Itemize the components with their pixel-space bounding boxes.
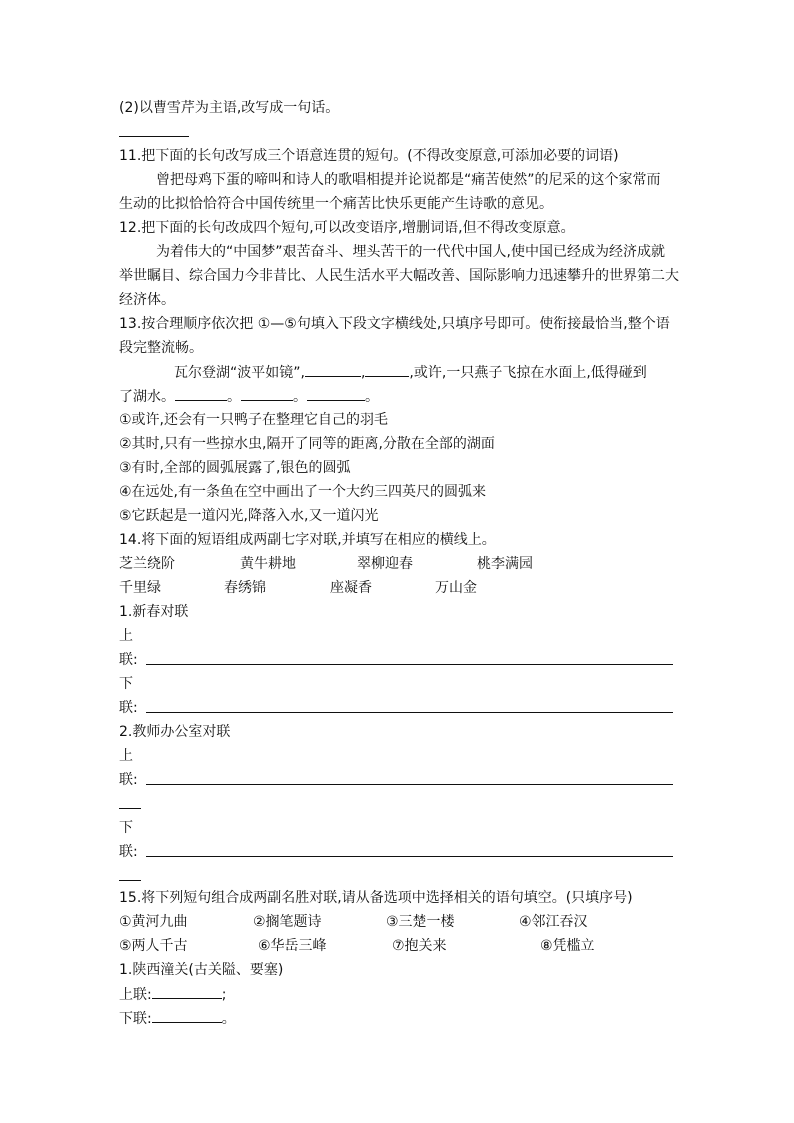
answer-line[interactable] bbox=[146, 784, 673, 785]
phrase-option: 翠柳迎春 bbox=[357, 556, 413, 572]
passage-text: 了湖水。 bbox=[119, 389, 175, 405]
passage-period: 。 bbox=[227, 389, 241, 405]
phrase-option: ③三楚一楼 bbox=[386, 914, 455, 930]
q13-option: ①或许,还会有一只鸭子在整理它自己的羽毛 bbox=[119, 412, 388, 428]
passage-text: 瓦尔登湖“波平如镜”, bbox=[174, 365, 305, 381]
phrase-option: ⑦抱关来 bbox=[392, 938, 447, 954]
blank-1[interactable] bbox=[305, 362, 361, 377]
q13-option: ②其时,只有一些掠水虫,隔开了同等的距离,分散在全部的湖面 bbox=[119, 436, 495, 452]
couplet-label: 联: bbox=[119, 772, 138, 788]
q14-stem: 14.将下面的短语组成两副七字对联,并填写在相应的横线上。 bbox=[119, 532, 496, 548]
q13-option: ⑤它跃起是一道闪光,降落入水,又一道闪光 bbox=[119, 508, 379, 524]
answer-line[interactable] bbox=[119, 136, 189, 137]
answer-line-continuation[interactable] bbox=[119, 808, 141, 809]
q10-item2: (2)以曹雪芹为主语,改写成一句话。 bbox=[119, 100, 340, 116]
phrase-option: 芝兰绕阶 bbox=[119, 556, 175, 572]
phrase-option: 万山金 bbox=[435, 580, 477, 596]
q14-subheading: 1.新春对联 bbox=[119, 604, 189, 620]
phrase-option: 座凝香 bbox=[330, 580, 372, 596]
phrase-option: 春绣锦 bbox=[224, 580, 266, 596]
couplet-label: 联: bbox=[119, 700, 138, 716]
q12-paragraph-line1: 为着伟大的“中国梦”艰苦奋斗、埋头苦干的一代代中国人,使中国已经成为经济成就 bbox=[156, 244, 665, 260]
q15-stem: 15.将下列短句组合成两副名胜对联,请从备选项中选择相关的语句填空。(只填序号) bbox=[119, 890, 633, 906]
answer-line[interactable] bbox=[146, 664, 673, 665]
blank-4[interactable] bbox=[241, 386, 293, 401]
q11-stem: 11.把下面的长句改写成三个语意连贯的短句。(不得改变原意,可添加必要的词语) bbox=[119, 148, 619, 164]
answer-line-continuation[interactable] bbox=[119, 880, 141, 881]
lower-label: 下 bbox=[119, 820, 133, 836]
phrase-option: ⑥华岳三峰 bbox=[258, 938, 327, 954]
phrase-option: ②搁笔题诗 bbox=[253, 914, 322, 930]
passage-comma: , bbox=[360, 365, 366, 381]
q12-paragraph-line2: 举世瞩目、综合国力今非昔比、人民生活水平大幅改善、国际影响力迅速攀升的世界第二大 bbox=[119, 268, 679, 284]
couplet-label: 联: bbox=[119, 652, 138, 668]
upper-couplet-blank[interactable] bbox=[152, 984, 222, 999]
passage-period: 。 bbox=[365, 389, 379, 405]
q13-option: ③有时,全部的圆弧展露了,银色的圆弧 bbox=[119, 460, 351, 476]
phrase-option: ①黄河九曲 bbox=[119, 914, 188, 930]
couplet-label: 联: bbox=[119, 844, 138, 860]
phrase-option: 黄牛耕地 bbox=[240, 556, 296, 572]
q13-stem-line1: 13.按合理顺序依次把 ①—⑤句填入下段文字横线处,只填序号即可。使衔接最恰当,整个语 bbox=[119, 316, 670, 332]
q13-option: ④在远处,有一条鱼在空中画出了一个大约三四英尺的圆弧来 bbox=[119, 484, 486, 500]
q13-passage-line2 bbox=[119, 386, 379, 407]
answer-line[interactable] bbox=[146, 856, 673, 857]
period: 。 bbox=[221, 1011, 236, 1027]
passage-text: ,或许,一只燕子飞掠在水面上,低得碰到 bbox=[409, 365, 647, 381]
blank-3[interactable] bbox=[175, 386, 227, 401]
upper-couplet-label: 上联: bbox=[119, 987, 152, 1003]
phrase-option: ④邻江吞汉 bbox=[519, 914, 588, 930]
q14-subheading: 2.教师办公室对联 bbox=[119, 724, 231, 740]
q11-paragraph-line2: 生动的比拟恰恰符合中国传统里一个痛苦比快乐更能产生诗歌的意见。 bbox=[119, 196, 553, 212]
lower-couplet-blank[interactable] bbox=[152, 1008, 222, 1023]
answer-line[interactable] bbox=[146, 712, 673, 713]
phrase-option: ⑧凭槛立 bbox=[540, 938, 595, 954]
q12-paragraph-line3: 经济体。 bbox=[119, 292, 175, 308]
blank-2[interactable] bbox=[365, 362, 409, 377]
upper-couplet bbox=[119, 984, 226, 1005]
upper-label: 上 bbox=[119, 628, 133, 644]
q13-passage-line1 bbox=[174, 362, 647, 383]
phrase-option: ⑤两人千古 bbox=[119, 938, 188, 954]
lower-couplet bbox=[119, 1008, 236, 1029]
phrase-option: 桃李满园 bbox=[477, 556, 533, 572]
blank-5[interactable] bbox=[307, 386, 365, 401]
upper-label: 上 bbox=[119, 748, 133, 764]
q15-subheading: 1.陕西潼关(古关隘、要塞) bbox=[119, 962, 284, 978]
lower-label: 下 bbox=[119, 676, 133, 692]
passage-period: 。 bbox=[293, 389, 307, 405]
q13-stem-line2: 段完整流畅。 bbox=[119, 340, 203, 356]
q11-paragraph-line1: 曾把母鸡下蛋的啼叫和诗人的歌唱相提并论说都是“痛苦使然”的尼采的这个家常而 bbox=[156, 172, 661, 188]
q12-stem: 12.把下面的长句改成四个短句,可以改变语序,增删词语,但不得改变原意。 bbox=[119, 220, 575, 236]
semicolon: ; bbox=[221, 987, 227, 1003]
lower-couplet-label: 下联: bbox=[119, 1011, 152, 1027]
phrase-option: 千里绿 bbox=[119, 580, 161, 596]
